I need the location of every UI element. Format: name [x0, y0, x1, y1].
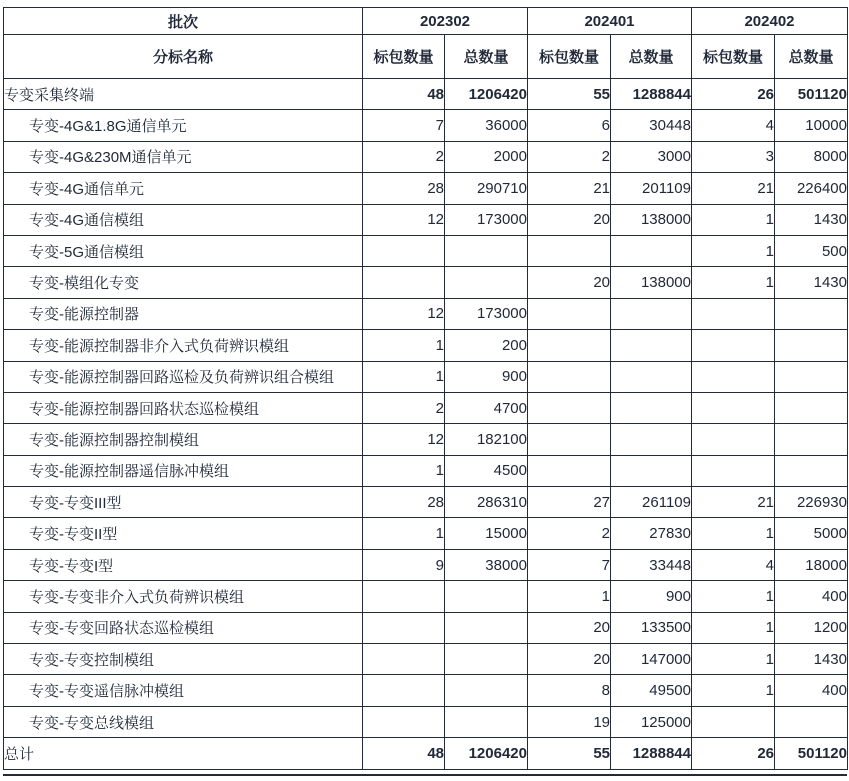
row-value: 8000 — [775, 141, 848, 172]
row-label: 专变-专变控制模组 — [4, 644, 363, 675]
table-row — [4, 110, 848, 141]
row-value: 1288844 — [611, 738, 692, 769]
row-label: 专变采集终端 — [4, 79, 363, 110]
row-value: 7 — [528, 549, 611, 580]
row-value — [611, 424, 692, 455]
row-value — [775, 424, 848, 455]
package-count-header: 标包数量 — [528, 35, 611, 79]
row-value: 12 — [363, 424, 445, 455]
batch-header-row — [4, 8, 848, 35]
row-value — [363, 612, 445, 643]
table-row — [4, 392, 848, 423]
row-value: 10000 — [775, 110, 848, 141]
batch-202402-cell: 202402 — [692, 8, 848, 35]
row-value: 2 — [528, 518, 611, 549]
row-label: 专变-专变非介入式负荷辨识模组 — [4, 581, 363, 612]
row-value: 1 — [692, 581, 775, 612]
row-value — [611, 361, 692, 392]
row-value: 1 — [363, 330, 445, 361]
row-value — [363, 675, 445, 706]
row-value: 28 — [363, 173, 445, 204]
row-value: 1 — [692, 235, 775, 266]
table-row — [4, 612, 848, 643]
table-row — [4, 455, 848, 486]
row-value: 2000 — [445, 141, 528, 172]
row-value: 7 — [363, 110, 445, 141]
table-row — [4, 706, 848, 737]
row-value: 1 — [692, 644, 775, 675]
row-value: 20 — [528, 267, 611, 298]
subheader-row — [4, 35, 848, 79]
row-value: 27830 — [611, 518, 692, 549]
row-value: 1 — [363, 455, 445, 486]
row-value: 21 — [692, 173, 775, 204]
row-value: 1 — [692, 675, 775, 706]
row-value: 30448 — [611, 110, 692, 141]
package-count-header: 标包数量 — [692, 35, 775, 79]
row-value: 500 — [775, 235, 848, 266]
row-value — [445, 581, 528, 612]
row-value: 20 — [528, 204, 611, 235]
row-value: 900 — [445, 361, 528, 392]
row-value: 9 — [363, 549, 445, 580]
row-value — [363, 581, 445, 612]
row-value: 28 — [363, 487, 445, 518]
row-label: 专变-能源控制器回路巡检及负荷辨识组合模组 — [4, 361, 363, 392]
row-value — [528, 330, 611, 361]
row-value: 36000 — [445, 110, 528, 141]
row-value — [445, 675, 528, 706]
table-row — [4, 424, 848, 455]
row-value — [775, 455, 848, 486]
row-value: 1206420 — [445, 79, 528, 110]
table-row — [4, 298, 848, 329]
row-value: 501120 — [775, 79, 848, 110]
row-value: 4 — [692, 549, 775, 580]
row-value — [528, 298, 611, 329]
row-value: 8 — [528, 675, 611, 706]
batch-label-cell: 批次 — [4, 8, 363, 35]
row-value: 6 — [528, 110, 611, 141]
row-value: 1 — [363, 518, 445, 549]
row-value: 48 — [363, 79, 445, 110]
row-value: 1430 — [775, 267, 848, 298]
row-value — [692, 706, 775, 737]
row-value — [528, 392, 611, 423]
row-value — [445, 706, 528, 737]
table-row — [4, 235, 848, 266]
row-label: 专变-模组化专变 — [4, 267, 363, 298]
row-value — [363, 267, 445, 298]
row-value: 21 — [692, 487, 775, 518]
row-value: 201109 — [611, 173, 692, 204]
row-value: 2 — [363, 392, 445, 423]
table-row — [4, 361, 848, 392]
row-value: 286310 — [445, 487, 528, 518]
row-value — [528, 455, 611, 486]
row-value — [775, 330, 848, 361]
row-value — [528, 235, 611, 266]
row-label: 专变-能源控制器非介入式负荷辨识模组 — [4, 330, 363, 361]
row-value: 147000 — [611, 644, 692, 675]
row-value: 3 — [692, 141, 775, 172]
row-value: 38000 — [445, 549, 528, 580]
row-label: 专变-能源控制器回路状态巡检模组 — [4, 392, 363, 423]
row-value — [445, 235, 528, 266]
row-value: 133500 — [611, 612, 692, 643]
row-value: 26 — [692, 738, 775, 769]
row-value: 1430 — [775, 644, 848, 675]
row-value — [363, 706, 445, 737]
row-label: 专变-专变遥信脉冲模组 — [4, 675, 363, 706]
row-label: 专变-专变II型 — [4, 518, 363, 549]
name-label-cell: 分标名称 — [4, 35, 363, 79]
row-value: 1 — [692, 204, 775, 235]
row-value: 3000 — [611, 141, 692, 172]
row-value — [445, 612, 528, 643]
row-value: 125000 — [611, 706, 692, 737]
table-row — [4, 173, 848, 204]
row-value — [775, 361, 848, 392]
row-value: 27 — [528, 487, 611, 518]
row-label: 专变-能源控制器 — [4, 298, 363, 329]
row-value: 138000 — [611, 204, 692, 235]
total-row — [4, 738, 848, 769]
row-value — [692, 392, 775, 423]
row-value: 4 — [692, 110, 775, 141]
row-value: 1430 — [775, 204, 848, 235]
row-value — [775, 298, 848, 329]
row-value — [692, 455, 775, 486]
row-value: 226930 — [775, 487, 848, 518]
row-value: 20 — [528, 612, 611, 643]
row-value: 26 — [692, 79, 775, 110]
row-value — [692, 424, 775, 455]
row-value — [692, 298, 775, 329]
row-value: 226400 — [775, 173, 848, 204]
procurement-table — [3, 7, 848, 770]
row-value: 290710 — [445, 173, 528, 204]
row-value: 48 — [363, 738, 445, 769]
row-value: 400 — [775, 581, 848, 612]
row-value: 400 — [775, 675, 848, 706]
row-value: 501120 — [775, 738, 848, 769]
row-value: 1 — [692, 518, 775, 549]
table-row — [4, 330, 848, 361]
total-quantity-header: 总数量 — [611, 35, 692, 79]
row-value: 200 — [445, 330, 528, 361]
batch-202401-cell: 202401 — [528, 8, 692, 35]
row-label: 专变-4G通信模组 — [4, 204, 363, 235]
table-row — [4, 79, 848, 110]
package-count-header: 标包数量 — [363, 35, 445, 79]
row-value — [692, 330, 775, 361]
row-value: 55 — [528, 79, 611, 110]
row-value — [775, 392, 848, 423]
row-value — [611, 330, 692, 361]
row-value: 173000 — [445, 204, 528, 235]
row-value: 49500 — [611, 675, 692, 706]
row-value — [611, 298, 692, 329]
row-label: 专变-4G通信单元 — [4, 173, 363, 204]
row-value — [611, 392, 692, 423]
row-value: 55 — [528, 738, 611, 769]
row-value: 900 — [611, 581, 692, 612]
table-row — [4, 487, 848, 518]
batch-202302-cell: 202302 — [363, 8, 528, 35]
row-label: 总计 — [4, 738, 363, 769]
row-label: 专变-专变总线模组 — [4, 706, 363, 737]
row-value: 20 — [528, 644, 611, 675]
row-value — [363, 644, 445, 675]
row-label: 专变-专变回路状态巡检模组 — [4, 612, 363, 643]
row-value: 4500 — [445, 455, 528, 486]
row-value: 33448 — [611, 549, 692, 580]
row-value: 5000 — [775, 518, 848, 549]
row-value: 12 — [363, 298, 445, 329]
row-value — [445, 267, 528, 298]
row-value: 1 — [528, 581, 611, 612]
row-value: 18000 — [775, 549, 848, 580]
table-row — [4, 141, 848, 172]
row-value: 21 — [528, 173, 611, 204]
row-value: 12 — [363, 204, 445, 235]
row-value: 1206420 — [445, 738, 528, 769]
row-value: 1 — [692, 612, 775, 643]
table-row — [4, 204, 848, 235]
row-value — [611, 235, 692, 266]
row-value: 173000 — [445, 298, 528, 329]
table-row — [4, 549, 848, 580]
row-value: 15000 — [445, 518, 528, 549]
row-label: 专变-能源控制器控制模组 — [4, 424, 363, 455]
table-row — [4, 644, 848, 675]
row-value: 1288844 — [611, 79, 692, 110]
row-value — [363, 235, 445, 266]
row-value: 261109 — [611, 487, 692, 518]
row-value — [528, 424, 611, 455]
row-value: 19 — [528, 706, 611, 737]
row-label: 专变-4G&1.8G通信单元 — [4, 110, 363, 141]
row-value — [692, 361, 775, 392]
row-value: 138000 — [611, 267, 692, 298]
row-value — [445, 644, 528, 675]
table-row — [4, 675, 848, 706]
table-row — [4, 267, 848, 298]
row-value — [775, 706, 848, 737]
row-label: 专变-专变III型 — [4, 487, 363, 518]
table-row — [4, 518, 848, 549]
row-label: 专变-能源控制器遥信脉冲模组 — [4, 455, 363, 486]
row-value: 4700 — [445, 392, 528, 423]
table-row — [4, 581, 848, 612]
table-bottom-double-border — [3, 770, 847, 776]
row-label: 专变-5G通信模组 — [4, 235, 363, 266]
row-value: 2 — [528, 141, 611, 172]
row-value: 2 — [363, 141, 445, 172]
row-value — [611, 455, 692, 486]
row-value — [528, 361, 611, 392]
row-value: 1 — [363, 361, 445, 392]
row-value: 182100 — [445, 424, 528, 455]
total-quantity-header: 总数量 — [775, 35, 848, 79]
row-label: 专变-4G&230M通信单元 — [4, 141, 363, 172]
total-quantity-header: 总数量 — [445, 35, 528, 79]
row-label: 专变-专变I型 — [4, 549, 363, 580]
row-value: 1 — [692, 267, 775, 298]
row-value: 1200 — [775, 612, 848, 643]
